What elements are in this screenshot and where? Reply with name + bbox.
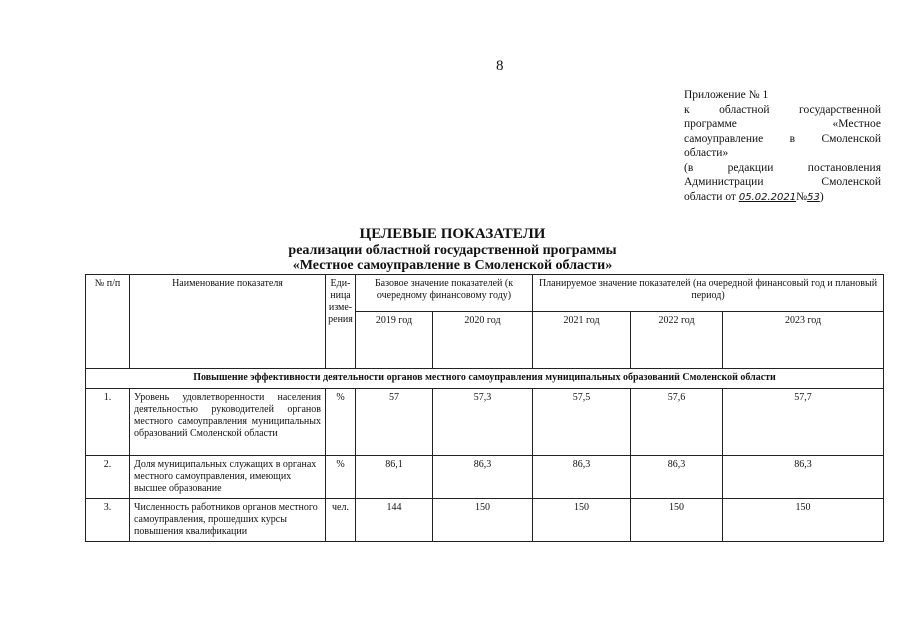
row-value: 57,5 [533, 389, 631, 456]
appendix-line: самоуправление в Смоленской [684, 132, 881, 145]
appendix-last-line [684, 190, 881, 206]
header-unit: Еди-ница изме-рения [326, 275, 356, 369]
row-value: 57,6 [631, 389, 723, 456]
header-planned: Планируемое значение показателей (на очередной финансовый год и плановый период) [533, 275, 884, 312]
number-sign: № [796, 190, 808, 203]
header-name: Наименование показателя [130, 275, 326, 369]
appendix-line: области» [684, 147, 729, 159]
appendix-line: Администрации Смоленской [684, 176, 881, 188]
header-year: 2019 год [356, 312, 433, 369]
row-value: 144 [356, 499, 433, 542]
row-num: 2. [86, 456, 130, 499]
row-value: 86,3 [631, 456, 723, 499]
row-value: 150 [533, 499, 631, 542]
row-value: 150 [723, 499, 884, 542]
closing-paren: ) [819, 190, 824, 203]
page-number: 8 [496, 58, 504, 74]
document-title: ЦЕЛЕВЫЕ ПОКАЗАТЕЛИ [359, 226, 546, 242]
row-value: 86,1 [356, 456, 433, 499]
document-subtitle: реализации областной государственной программы [288, 243, 617, 258]
handwritten-date: 05.02.2021 [738, 191, 797, 203]
appendix-prefix: области от [684, 190, 736, 203]
row-unit: чел. [326, 499, 356, 542]
row-name: Уровень удовлетворенности населения деятельностью руководителей органов местного самоуправления муниципальных образований Смоленской области [130, 389, 326, 456]
appendix-line: (в редакции постановления [684, 161, 881, 174]
row-value: 57,7 [723, 389, 884, 456]
row-value: 150 [631, 499, 723, 542]
appendix-line: программе «Местное [684, 118, 881, 130]
appendix-line: к областной государственной [684, 103, 881, 116]
row-value: 150 [433, 499, 533, 542]
appendix-line: Приложение № 1 [684, 89, 769, 101]
row-value: 86,3 [433, 456, 533, 499]
row-value: 57,3 [433, 389, 533, 456]
row-num: 3. [86, 499, 130, 542]
row-name: Численность работников органов местного самоуправления, прошедших курсы повышения квалификации [130, 499, 326, 542]
header-base: Базовое значение показателей (к очередному финансовому году) [356, 275, 533, 312]
row-unit: % [326, 389, 356, 456]
row-num: 1. [86, 389, 130, 456]
appendix-block [684, 88, 881, 205]
header-year: 2020 год [433, 312, 533, 369]
row-value: 86,3 [723, 456, 884, 499]
header-year: 2023 год [723, 312, 884, 369]
table-row [86, 499, 884, 542]
row-value: 57 [356, 389, 433, 456]
table-row [86, 389, 884, 456]
program-name: «Местное самоуправление в Смоленской области» [292, 258, 613, 273]
section-heading: Повышение эффективности деятельности органов местного самоуправления муниципальных образований Смоленской области [86, 369, 884, 389]
row-value: 86,3 [533, 456, 631, 499]
header-num: № п/п [86, 275, 130, 369]
row-name: Доля муниципальных служащих в органах местного самоуправления, имеющих высшее образование [130, 456, 326, 499]
row-unit: % [326, 456, 356, 499]
handwritten-number: 53 [807, 191, 820, 203]
indicators-table [85, 274, 884, 542]
header-year: 2021 год [533, 312, 631, 369]
header-year: 2022 год [631, 312, 723, 369]
table-row [86, 456, 884, 499]
